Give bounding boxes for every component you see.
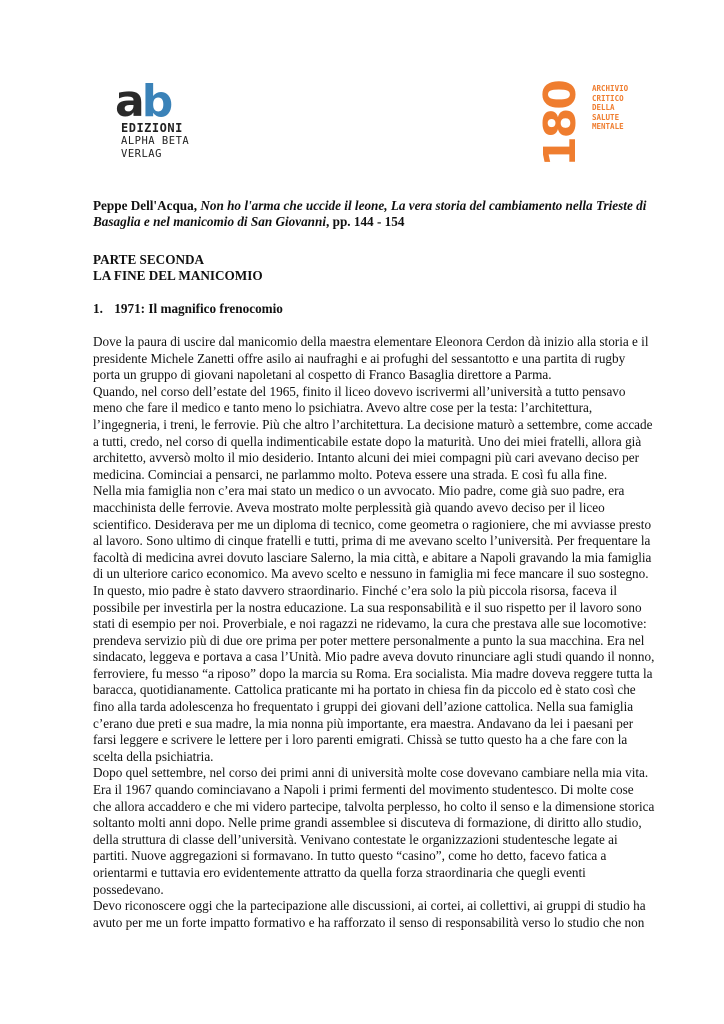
archive-name: ARCHIVIO CRITICO DELLA SALUTE MENTALE (592, 84, 629, 131)
paragraph: Dove la paura di uscire dal manicomio della maestra elementare Eleonora Cerdon dà inizio alla storia e il presidente Michele Zanetti offre asilo ai naufraghi e ai profughi del sessantotto e una partita di rugby porta un gruppo di giovani napoletani al cospetto di Franco Basaglia direttore a Parma. (93, 334, 649, 383)
publisher-name: EDIZIONI ALPHA BETA VERLAG (121, 121, 190, 160)
paragraph: Dopo quel settembre, nel corso dei primi anni di università molte cose dovevano cambiare nella mia vita. Era il 1967 quando cominciavano a Napoli i primi fermenti del movimento studentesco. Di molte cose che allora accaddero e che mi videro partecipe, talvolta perplesso, ho colto il senso e la dimensione storica soltanto molti anni dopo. Nelle prime grandi assemblee si discuteva di formazione, di diritto allo studio, della struttura di classe dell’università. Venivano contestate le organizzazioni studentesche legate ai partiti. Nuove aggregazioni si formavano. In tutto questo “casino”, come ho detto, facevo fatica a orientarmi e tuttavia ero evidentemente attratto da quella forza straordinaria che quegli eventi possedevano. (93, 765, 655, 897)
archivio-180-logo (530, 81, 630, 167)
author: Peppe Dell'Acqua, (93, 198, 201, 213)
body-text (93, 334, 655, 931)
citation-header (93, 198, 653, 230)
paragraph: Devo riconoscere oggi che la partecipazione alle discussioni, ai cortei, ai collettivi, ai gruppi di studio ha avuto per me un forte impatto formativo e ha rafforzato il senso di responsabilità verso lo studio che non (93, 898, 646, 930)
ab-mark: ab (115, 76, 171, 127)
paragraph: Nella mia famiglia non c’era mai stato un medico o un avvocato. Mio padre, come già suo padre, era macchinista delle ferrovie. Aveva mostrato molte perplessità già quando avevo deciso per il liceo scientifico. Desiderava per me un diploma di tecnico, come geometra o ragioniere, che mi avviasse presto al lavoro. Sono ultimo di cinque fratelli e tutti, prima di me avevano scelto l’università. Per frequentare la facoltà di medicina avrei dovuto lasciare Salerno, la mia città, e abitare a Napoli gravando la mia famiglia di un ulteriore carico economico. Ma avevo scelto e nessuno in famiglia mi fece mancare il suo sostegno. In questo, mio padre è stato davvero straordinario. Finché c’era solo la più piccola risorsa, faceva il possibile per investirla per la nostra educazione. La sua responsabilità e il suo rispetto per il lavoro sono stati di esempio per noi. Proverbiale, e noi ragazzi ne ridevamo, la cura che prestava alle sue locomotive: prendeva servizio più di due ore prima per poter mettere personalmente a punto la sua macchina. Era nel sindacato, leggeva e portava a casa l’Unità. Mio padre aveva dovuto rinunciare agli studi quando il nonno, ferroviere, fu messo “a riposo” dopo la marcia su Roma. Era socialista. Mia madre doveva reggere tutta la baracca, quotidianamente. Cattolica praticante mi ha portato in chiesa fin da piccolo ed è stato così che fino alla tarda adolescenza ho frequentato i gruppi dei giovani dell’azione cattolica. Nella sua famiglia c’erano due preti e sua madre, la mia nonna più importante, era maestra. Andavano da lei i paesani per farsi leggere e scrivere le lettere per i loro parenti emigrati. Chissà se tutto questo ha a che fare con la scelta della psichiatria. (93, 483, 655, 764)
paragraph: Quando, nel corso dell’estate del 1965, finito il liceo dovevo iscrivermi all’università a tutto pensavo meno che fare il medico e tanto meno lo psichiatra. Avevo altre cose per la testa: l’architettura, l’ingegneria, i treni, le ferrovie. Più che altro l’architettura. La decisione maturò a settembre, come accade a tutti, credo, nel corso di quella indimenticabile estate dopo la maturità. Uno dei miei fratelli, allora già architetto, avversò molto il mio desiderio. Intanto alcuni dei miei compagni più cari avevano deciso per medicina. Cominciai a pensarci, ne parlammo molto. Poteva essere una strada. E così fu alla fine. (93, 383, 653, 482)
book-title: Non ho l'arma che uccide il leone, La vera storia del cambiamento nella Trieste di Basaglia e nel manicomio di San Giovanni (93, 198, 647, 229)
logo-number: 180 (534, 81, 586, 167)
alphabeta-logo (115, 76, 225, 162)
page-range: , pp. 144 - 154 (326, 214, 405, 229)
section-heading: 1. 1971: Il magnifico frenocomio (93, 301, 283, 316)
part-heading: PARTE SECONDA LA FINE DEL MANICOMIO (93, 252, 263, 283)
